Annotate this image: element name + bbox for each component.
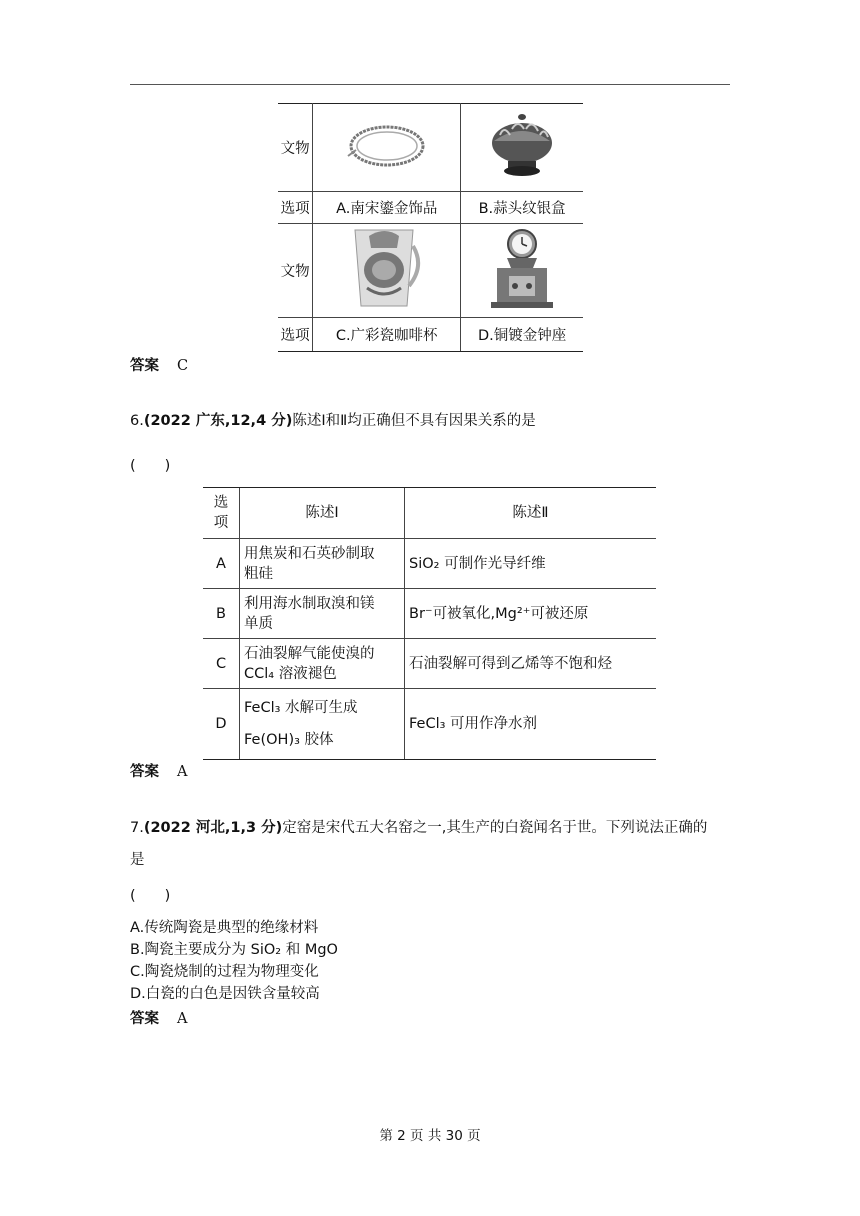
option-a: A.南宋鎏金饰品 (313, 192, 461, 224)
statement-2-cell: 石油裂解可得到乙烯等不饱和烃 (405, 639, 657, 689)
question-source: (2022 河北,1,3 分) (143, 820, 283, 836)
question-text: 陈述Ⅰ和Ⅱ均正确但不具有因果关系的是 (292, 413, 536, 429)
row-label: 选项 (278, 192, 313, 224)
option-c: C.陶瓷烧制的过程为物理变化 (130, 964, 319, 980)
answer-label: 答案 (130, 764, 159, 780)
statement-1-line: 利用海水制取溴和镁 (244, 595, 375, 612)
question-source: (2022 广东,12,4 分) (143, 413, 293, 429)
option-cell: A (203, 539, 240, 589)
answer-blank: ( ) (130, 458, 171, 474)
answer-6 (130, 762, 187, 782)
statement-1-line: FeCl₃ 水解可生成 (244, 700, 358, 716)
row-label: 文物 (278, 224, 313, 318)
question-7 (130, 818, 707, 838)
statement-1-cell (240, 639, 405, 689)
table-row (278, 224, 583, 318)
option-cell: C (203, 639, 240, 689)
relic-table (278, 103, 583, 352)
garlic-pattern-silver-box-image (461, 104, 583, 192)
column-header: 选项 (203, 488, 240, 539)
question-number: 6. (130, 413, 144, 429)
statement-1-line: CCl₄ 溶液褪色 (244, 665, 337, 682)
statement-2-cell: Br⁻可被氧化,Mg²⁺可被还原 (405, 589, 657, 639)
answer-7 (130, 1009, 187, 1029)
table-row (203, 539, 656, 589)
question-number: 7. (130, 820, 144, 836)
row-label: 选项 (278, 318, 313, 352)
answer-value: C (177, 358, 189, 374)
answer-value: A (177, 1011, 188, 1027)
table-row (278, 318, 583, 352)
gilded-copper-clock-image (461, 224, 583, 318)
option-d: D.白瓷的白色是因铁含量较高 (130, 986, 320, 1002)
page-footer: 第 2 页 共 30 页 (379, 1128, 481, 1144)
statement-1-cell (240, 539, 405, 589)
option-cell: B (203, 589, 240, 639)
table-row (203, 589, 656, 639)
option-b: B.陶瓷主要成分为 SiO₂ 和 MgO (130, 942, 338, 958)
option-cell: D (203, 689, 240, 760)
statement-1-cell (240, 589, 405, 639)
answer-5 (130, 356, 188, 376)
option-b: B.蒜头纹银盒 (461, 192, 583, 224)
answer-label: 答案 (130, 358, 159, 374)
table-row (278, 104, 583, 192)
statement-1-line: 粗硅 (244, 565, 273, 582)
statement-1-cell (240, 689, 405, 760)
header-rule (130, 84, 730, 85)
column-header: 陈述Ⅰ (240, 488, 405, 539)
table-row (203, 689, 656, 760)
question-6 (130, 411, 536, 431)
answer-label: 答案 (130, 1011, 159, 1027)
statement-table (203, 487, 656, 760)
table-row (203, 639, 656, 689)
option-a: A.传统陶瓷是典型的绝缘材料 (130, 920, 319, 936)
answer-value: A (177, 764, 188, 780)
table-row (278, 192, 583, 224)
famille-coffee-cup-image (313, 224, 461, 318)
option-d: D.铜镀金钟座 (461, 318, 583, 352)
table-header-row (203, 488, 656, 539)
row-label: 文物 (278, 104, 313, 192)
statement-1-line: 石油裂解气能使溴的 (244, 645, 375, 662)
statement-1-line: 用焦炭和石英砂制取 (244, 545, 375, 562)
statement-1-line: Fe(OH)₃ 胶体 (244, 732, 334, 748)
statement-1-line: 单质 (244, 615, 273, 632)
statement-2-cell: SiO₂ 可制作光导纤维 (405, 539, 657, 589)
question-text: 定窑是宋代五大名窑之一,其生产的白瓷闻名于世。下列说法正确的 (282, 820, 708, 836)
column-header: 陈述Ⅱ (405, 488, 657, 539)
question-text-continued: 是 (130, 852, 145, 868)
gilded-ornament-ring-image (313, 104, 461, 192)
option-c: C.广彩瓷咖啡杯 (313, 318, 461, 352)
answer-blank: ( ) (130, 888, 171, 904)
statement-2-cell: FeCl₃ 可用作净水剂 (405, 689, 657, 760)
